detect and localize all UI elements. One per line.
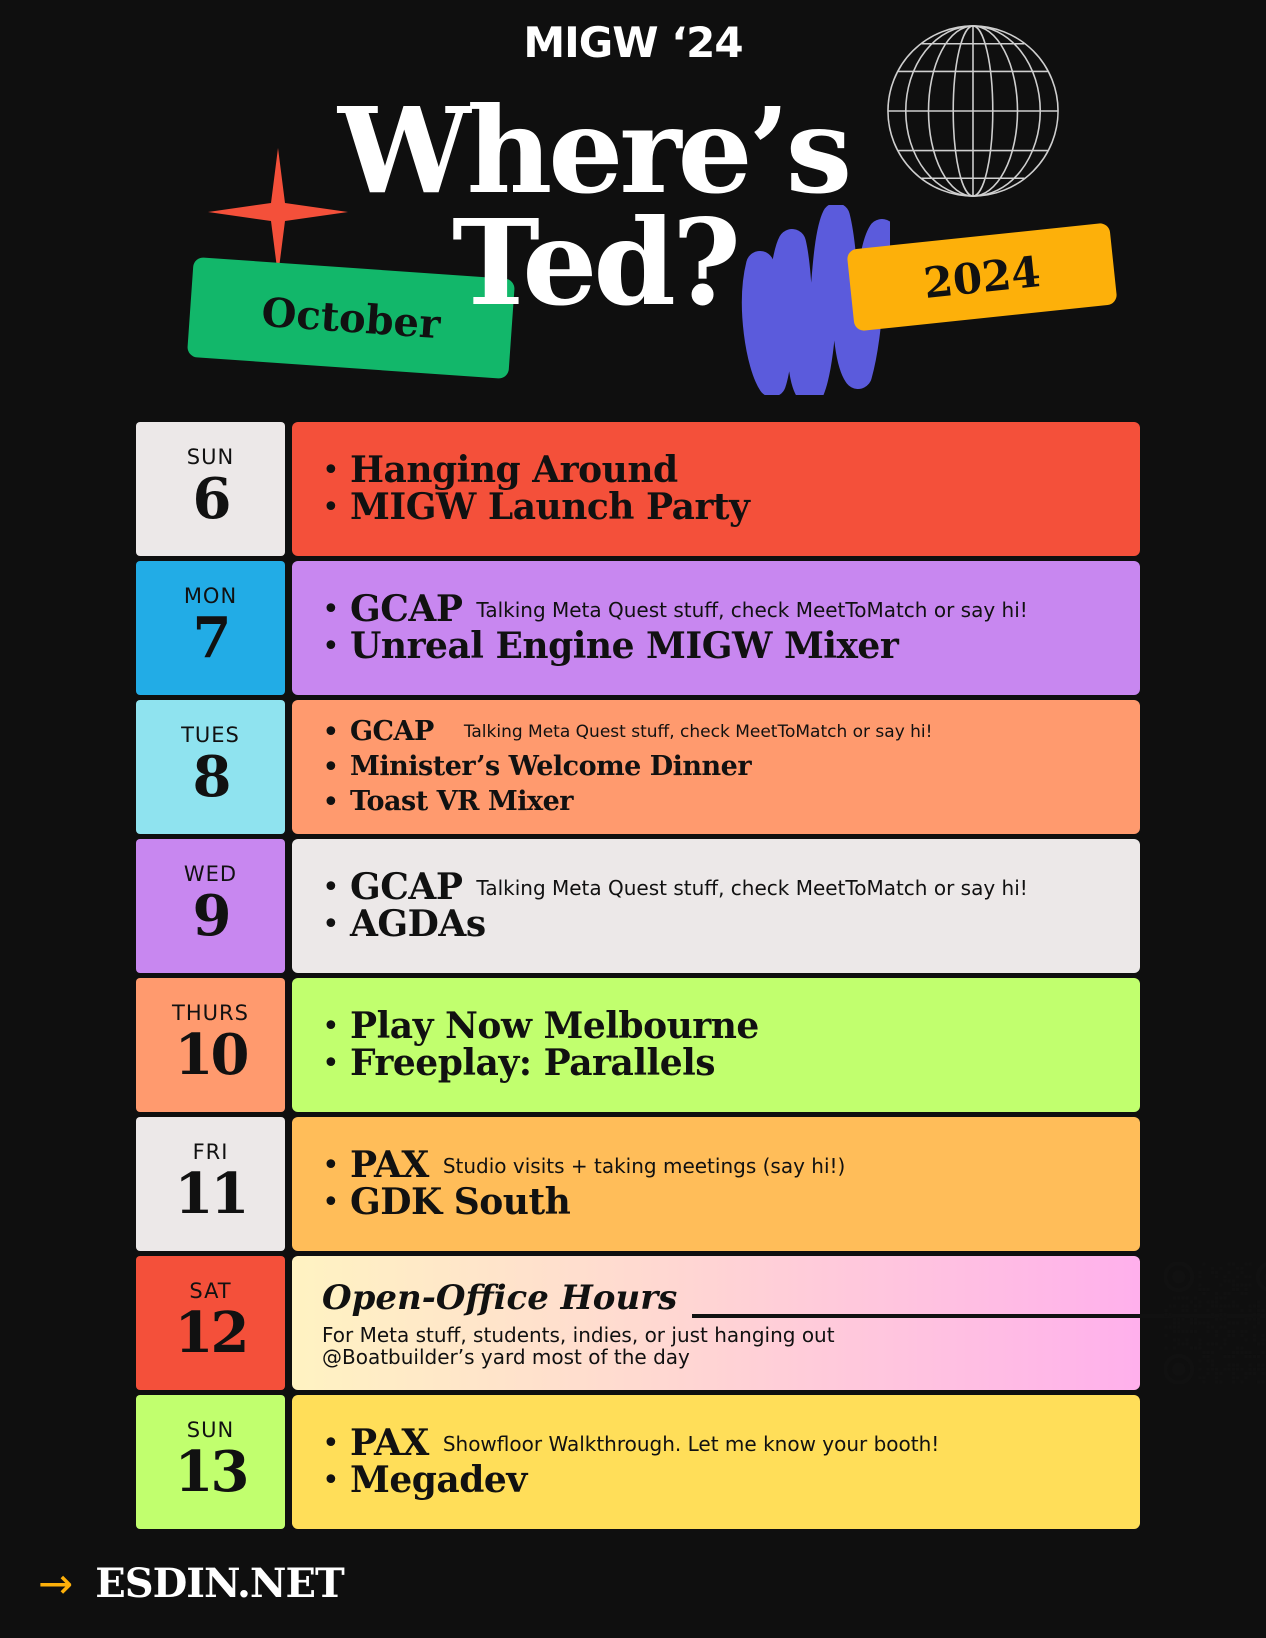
list-item: • GCAP Talking Meta Quest stuff, check MeetToMatch or say hi! [322,866,1028,908]
event-title: AGDAs [350,903,486,945]
event-title: PAX [350,1422,429,1464]
event-title: GCAP [350,716,434,747]
open-office-title: Open-Office Hours [322,1278,678,1318]
event-note: Talking Meta Quest stuff, check MeetToMatch or say hi! [476,875,1028,900]
event-title: Megadev [350,1459,527,1501]
list-item: • PAX Studio visits + taking meetings (say hi!) [322,1144,846,1186]
open-office-line: @Boatbuilder’s yard most of the day [322,1345,690,1369]
day-name: SAT [189,1279,232,1303]
event-note: Studio visits + taking meetings (say hi!) [442,1153,846,1178]
day-number: 9 [192,883,229,949]
day-box [136,422,285,556]
day-name: WED [183,862,238,886]
event-title: MIGW Launch Party [350,486,750,528]
arrow-right-icon: → [38,1558,74,1608]
event-box [292,422,1140,556]
open-office-box [292,1256,1140,1390]
schedule-row [136,1256,1140,1390]
event-box [292,1117,1140,1251]
list-item: • GDK South [322,1181,571,1223]
globe-icon [884,22,1062,200]
day-number: 7 [192,605,229,671]
schedule-row [136,700,1140,834]
day-box [136,700,285,834]
list-item: • GCAP Talking Meta Quest stuff, check MeetToMatch or say hi! [322,714,933,750]
month-tag: October [187,257,515,379]
event-title: PAX [350,1144,429,1186]
day-name: THURS [172,1001,249,1025]
event-title: GCAP [350,588,463,630]
list-item: • MIGW Launch Party [322,486,750,528]
list-item: • AGDAs [322,903,486,945]
event-box [292,561,1140,695]
schedule-row [136,839,1140,973]
day-name: FRI [192,1140,229,1164]
footer [38,1560,344,1607]
event-title: GDK South [350,1181,571,1223]
event-title: Play Now Melbourne [350,1005,759,1047]
website-link[interactable]: ESDIN.NET [95,1560,344,1607]
event-title: Toast VR Mixer [350,786,574,817]
day-box [136,839,285,973]
title-line-1: Where’s [338,81,849,220]
day-box [136,561,285,695]
event-note: Talking Meta Quest stuff, check MeetToMatch or say hi! [476,597,1028,622]
schedule-row [136,561,1140,695]
list-item: • Hanging Around [322,449,678,491]
open-office-line: For Meta stuff, students, indies, or just hanging out [322,1323,835,1347]
day-number: 12 [174,1300,247,1366]
schedule-row [136,1117,1140,1251]
list-item: • Minister’s Welcome Dinner [322,749,752,785]
sparkle-star-icon [208,148,348,276]
event-box [292,839,1140,973]
event-box [292,700,1140,834]
day-box [136,1117,285,1251]
event-note: Talking Meta Quest stuff, check MeetToMatch or say hi! [463,722,933,742]
day-name: TUES [181,723,240,747]
list-item: • Unreal Engine MIGW Mixer [322,625,899,667]
day-box [136,1256,285,1390]
day-number: 8 [192,744,229,810]
list-item: • Megadev [322,1459,527,1501]
schedule-row [136,422,1140,556]
list-item: • Play Now Melbourne [322,1005,759,1047]
event-title: Freeplay: Parallels [350,1042,716,1084]
day-number: 6 [192,466,229,532]
event-note: Showfloor Walkthrough. Let me know your booth! [442,1431,940,1456]
day-number: 13 [174,1439,247,1505]
day-name: SUN [186,1418,235,1442]
day-box [136,1395,285,1529]
day-box [136,978,285,1112]
day-number: 10 [174,1022,247,1088]
list-item: • Toast VR Mixer [322,784,574,820]
list-item: • PAX Showfloor Walkthrough. Let me know your booth! [322,1422,940,1464]
title-line-2: Ted? [452,193,737,332]
day-name: SUN [186,445,235,469]
event-label: MIGW ‘24 [523,18,743,67]
list-item: • Freeplay: Parallels [322,1042,716,1084]
event-box [292,1395,1140,1529]
schedule-row [136,978,1140,1112]
list-item: • GCAP Talking Meta Quest stuff, check MeetToMatch or say hi! [322,588,1028,630]
event-box [292,978,1140,1112]
schedule-row [136,1395,1140,1529]
event-title: Minister’s Welcome Dinner [350,751,752,782]
qr-code-icon[interactable] [1164,1262,1266,1384]
event-title: GCAP [350,866,463,908]
year-tag: 2024 [846,222,1117,331]
event-title: Hanging Around [350,449,678,491]
day-name: MON [183,584,238,608]
day-number: 11 [174,1161,247,1227]
event-title: Unreal Engine MIGW Mixer [350,625,899,667]
